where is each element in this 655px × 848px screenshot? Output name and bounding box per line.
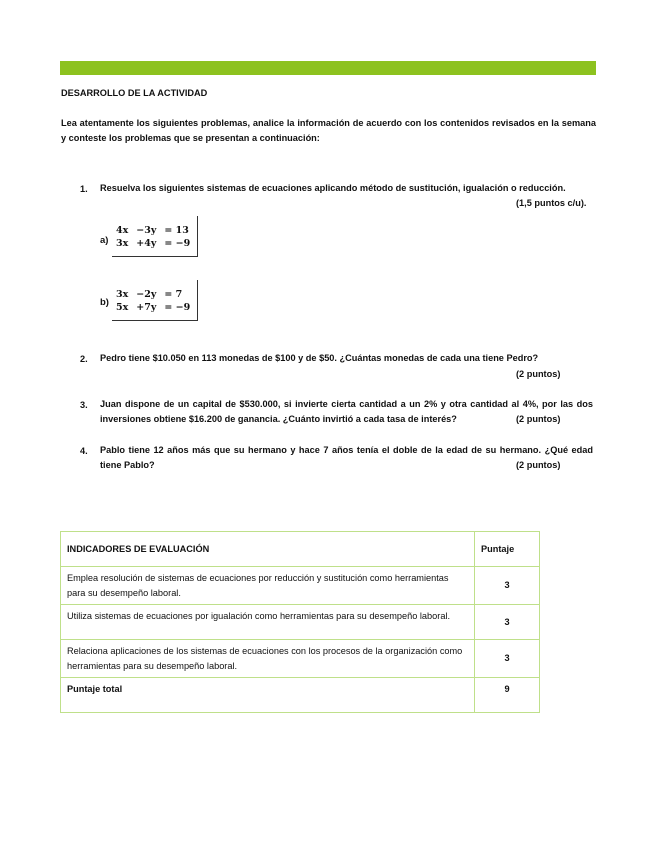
equation-term: 5x (116, 302, 129, 313)
score-cell: 3 (475, 605, 540, 640)
equation-row (112, 237, 194, 250)
score-cell: 3 (475, 640, 540, 678)
table-header-score: Puntaje (475, 532, 540, 567)
table-row (61, 640, 540, 678)
equation-term: 3x (116, 289, 129, 300)
equation-term: = 7 (164, 289, 183, 300)
equation-row (112, 224, 194, 237)
problem-4-points: (2 puntos) (516, 460, 561, 470)
total-score: 9 (475, 678, 540, 713)
problem-3-points: (2 puntos) (516, 414, 561, 424)
system-a-equations (112, 216, 198, 257)
equation-term: +7y (136, 302, 157, 313)
table-row (61, 605, 540, 640)
equation-term: = −9 (164, 302, 191, 313)
problem-1-text: Resuelva los siguientes sistemas de ecuaciones aplicando método de sustitución, igualación o reducción. (100, 183, 566, 193)
problem-3-number: 3. (80, 400, 88, 410)
total-label: Puntaje total (61, 678, 475, 713)
system-b-equations (112, 280, 198, 321)
indicator-cell: Utiliza sistemas de ecuaciones por igualación como herramientas para su desempeño laboral. (61, 605, 475, 640)
problem-1-points: (1,5 puntos c/u). (516, 198, 587, 208)
equation-row (112, 288, 194, 301)
score-cell: 3 (475, 567, 540, 605)
table-header-row (61, 532, 540, 567)
section-heading: DESARROLLO DE LA ACTIVIDAD (61, 88, 208, 98)
equation-term: −3y (136, 225, 157, 236)
problem-2-text: Pedro tiene $10.050 en 113 monedas de $100 y de $50. ¿Cuántas monedas de cada una tiene Pedro? (100, 353, 539, 363)
system-b-label: b) (100, 297, 109, 308)
indicator-cell: Relaciona aplicaciones de los sistemas de ecuaciones con los procesos de la organización como herramientas para su desempeño laboral. (61, 640, 475, 678)
equation-term: = −9 (164, 238, 191, 249)
indicator-cell: Emplea resolución de sistemas de ecuaciones por reducción y sustitución como herramientas para su desempeño laboral. (61, 567, 475, 605)
equation-term: +4y (136, 238, 157, 249)
system-a-label: a) (100, 235, 109, 246)
table-row (61, 567, 540, 605)
equation-term: 3x (116, 238, 129, 249)
equation-term: 4x (116, 225, 129, 236)
problem-3-text: Juan dispone de un capital de $530.000, si invierte cierta cantidad a un 2% y otra cantidad al 4%, por las dos inversiones obtiene $16.200 de ganancia. ¿Cuánto invirtió a cada tasa de interés? (100, 399, 593, 424)
table-total-row (61, 678, 540, 713)
equation-term: −2y (136, 289, 157, 300)
problem-4-text: Pablo tiene 12 años más que su hermano y hace 7 años tenía el doble de la edad de su hermano. ¿Qué edad tiene Pablo? (100, 445, 593, 470)
equation-term: = 13 (164, 225, 189, 236)
problem-4-number: 4. (80, 446, 88, 456)
problem-2-points: (2 puntos) (516, 369, 561, 379)
equation-row (112, 301, 194, 314)
table-header-indicators: INDICADORES DE EVALUACIÓN (61, 532, 475, 567)
intro-paragraph: Lea atentamente los siguientes problemas, analice la información de acuerdo con los contenidos revisados en la semana y conteste los problemas que se presentan a continuación: (61, 118, 596, 143)
problem-2-number: 2. (80, 354, 88, 364)
evaluation-table (60, 531, 540, 713)
problem-1-number: 1. (80, 184, 88, 194)
header-bar (60, 61, 596, 75)
